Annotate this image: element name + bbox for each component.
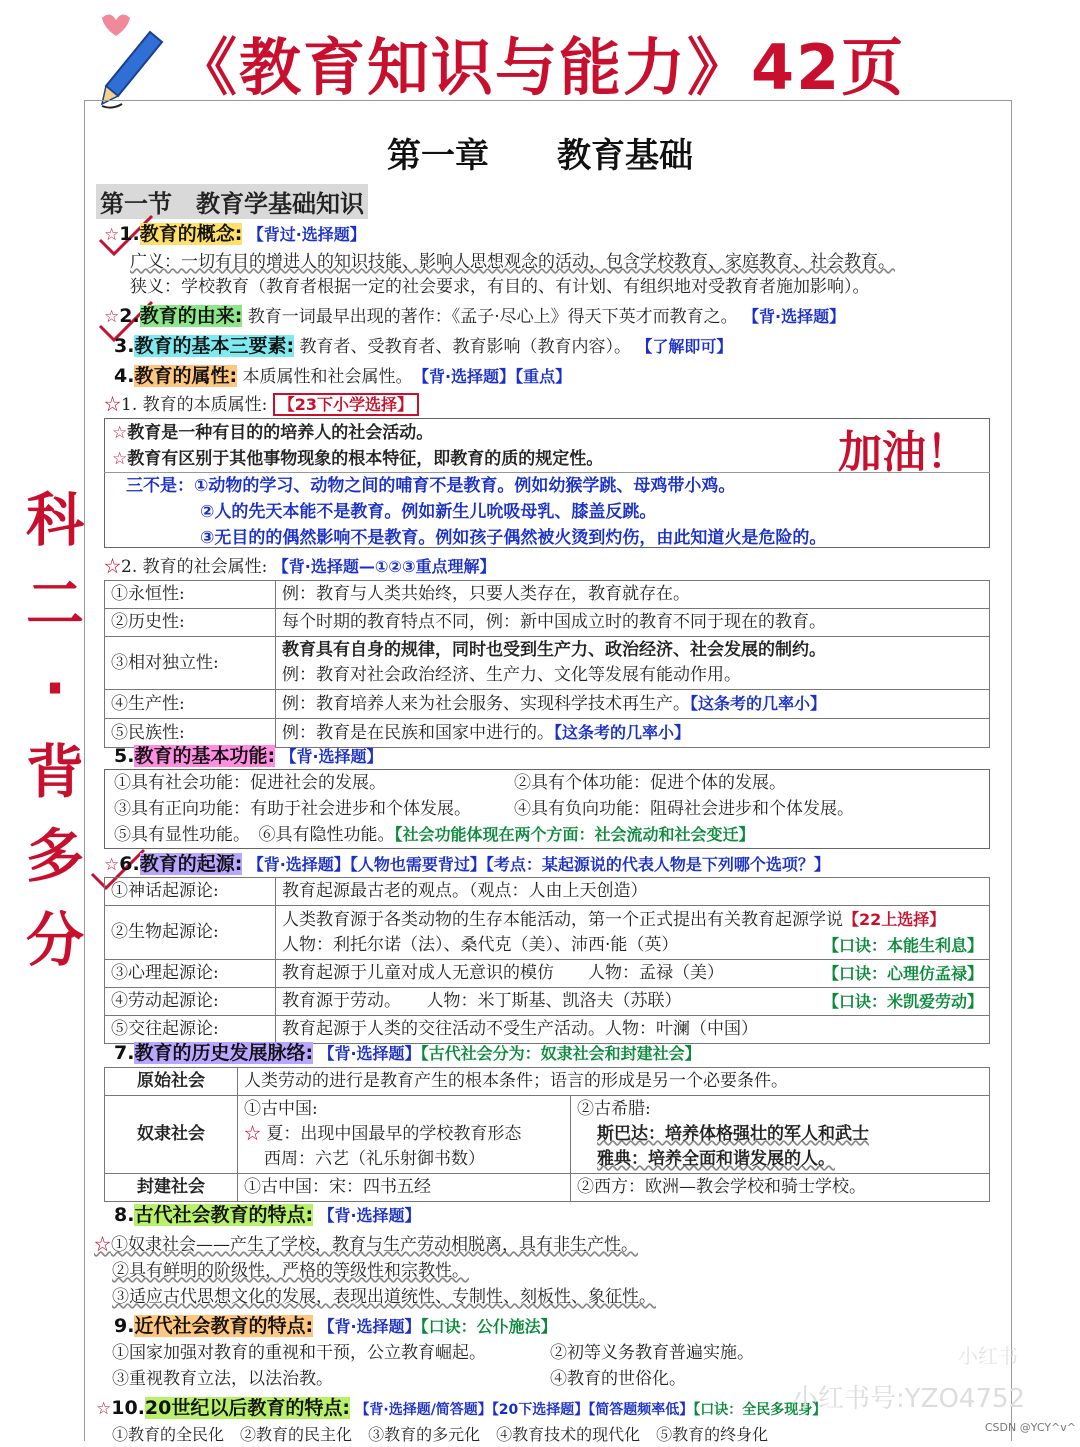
function-4: ④具有负向功能：阻碍社会进步和个体发展。: [514, 799, 854, 819]
c20-features: ①教育的全民化 ②教育的民主化 ③教育的多元化 ④教育技术的现代化 ⑤教育的终身化: [112, 1425, 769, 1444]
history-table: [104, 1067, 990, 1202]
function-2: ②具有个体功能：促进个体的发展。: [514, 773, 786, 793]
table-row: ⑤交往起源论: 教育起源于人类的交往活动不受生产活动。人物：叶澜（中国）: [105, 1016, 990, 1044]
item-1-broad: 广义：一切有目的增进人的知识技能、影响人思想观念的活动，包含学校教育、家庭教育、社会教育。: [130, 252, 895, 272]
origin-table: [104, 877, 990, 1044]
watermark: 小红书号:YZO4752: [792, 1384, 1026, 1414]
modern-feature-2: ②初等义务教育普遍实施。: [550, 1343, 754, 1363]
table-row: ①永恒性: 例：教育与人类共始终，只要人类存在，教育就存在。: [105, 581, 990, 609]
table-row: 封建社会 ①古中国：宋：四书五经 ②西方：欧洲—教会学校和骑士学校。: [105, 1174, 990, 1202]
item-5-heading: 5.教育的基本功能: 【背·选择题】: [114, 745, 383, 767]
item-3-heading: 3.教育的基本三要素: 教育者、受教育者、教育影响（教育内容）。 【了解即可】: [114, 335, 733, 357]
pen-icon: [92, 10, 172, 110]
essence-label: ☆1. 教育的本质属性: 【23下小学选择】: [104, 393, 419, 417]
chapter-title: 第一章 教育基础: [387, 136, 693, 176]
divider: [104, 472, 990, 473]
heart-icon: [102, 14, 130, 36]
watermark-logo: 小红书: [958, 1344, 1018, 1368]
item-4-heading: 4.教育的属性: 本质属性和社会属性。 【背·选择题】【重点】: [114, 365, 572, 387]
essence-line-1: ☆教育是一种有目的的培养人的社会活动。: [112, 423, 434, 443]
item-2-heading: ☆2.教育的由来: 教育一词最早出现的著作：《孟子·尽心上》得天下英才而教育之。 【背·选择题】: [104, 305, 846, 327]
not-education-2: ②人的先天本能不是教育。例如新生儿吮吸母乳、膝盖反跳。: [200, 502, 657, 522]
item-6-heading: ☆6.教育的起源: 【背·选择题】【人物也需要背过】【考点：某起源说的代表人物是下列哪个选项？】: [104, 853, 830, 875]
ancient-feature-3: ③适应古代思想文化的发展，表现出道统性、专制性、刻板性、象征性。: [112, 1287, 656, 1307]
item-7-heading: 7.教育的历史发展脉络: 【背·选择题】【古代社会分为：奴隶社会和封建社会】: [114, 1042, 701, 1064]
table-row: ②生物起源论: 人类教育源于各类动物的生存本能活动，第一个正式提出有关教育起源学说【22上选择】 人物：利托尔诺（法）、桑代克（美）、沛西·能（英） 【口诀：本能生利息】: [105, 906, 990, 960]
item-8-heading: 8.古代社会教育的特点: 【背·选择题】: [114, 1204, 421, 1226]
modern-feature-4: ④教育的世俗化。: [550, 1369, 686, 1389]
social-attributes-table: [104, 580, 990, 748]
table-row: ④生产性: 例：教育培养人来为社会服务、实现科学技术再生产。【这条考的几率小】: [105, 690, 990, 719]
function-5-6: ⑤具有显性功能。 ⑥具有隐性功能。【社会功能体现在两个方面：社会流动和社会变迁】: [114, 825, 755, 845]
ancient-feature-1: ☆①奴隶社会——产生了学校，教育与生产劳动相脱离，具有非生产性。: [94, 1235, 638, 1255]
exam-tag: 【23下小学选择】: [273, 393, 419, 416]
footer-note: CSDN @YCY^v^: [984, 1421, 1076, 1434]
modern-feature-3: ③重视教育立法，以法治教。: [112, 1369, 333, 1389]
ancient-feature-2: ②具有鲜明的阶级性，严格的等级性和宗教性。: [112, 1261, 469, 1281]
essence-line-2: ☆教育有区别于其他事物现象的根本特征，即教育的质的规定性。: [112, 449, 604, 469]
table-row: ①神话起源论: 教育起源最古老的观点。（观点：人由上天创造）: [105, 878, 990, 906]
table-row: ⑤民族性: 例：教育是在民族和国家中进行的。【这条考的几率小】: [105, 719, 990, 748]
function-1: ①具有社会功能：促进社会的发展。: [114, 773, 386, 793]
item-9-heading: 9.近代社会教育的特点: 【背·选择题】【口诀：公仆施法】: [114, 1315, 557, 1337]
side-handwritten-note: 科二·背多分: [25, 486, 84, 974]
item-10-heading: ☆10.20世纪以后教育的特点: 【背·选择题/简答题】【20下选择题】【简答题频率低】【口诀：全民多现身】: [96, 1397, 827, 1419]
table-row: 原始社会 人类劳动的进行是教育产生的根本条件；语言的形成是另一个必要条件。: [105, 1068, 990, 1096]
not-education-1: 三不是：①动物的学习、动物之间的哺育不是教育。例如幼猴学跳、母鸡带小鸡。: [126, 476, 736, 496]
function-3: ③具有正向功能：有助于社会进步和个体发展。: [114, 799, 471, 819]
table-row: ②历史性: 每个时期的教育特点不同，例：新中国成立时的教育不同于现在的教育。: [105, 609, 990, 637]
social-label: ☆2. 教育的社会属性: 【背·选择题—①②③重点理解】: [104, 557, 496, 577]
cheer-handwritten-note: 加油！: [838, 427, 970, 478]
headline-title: 《教育知识与能力》42页: [175, 31, 906, 104]
table-row: ③相对独立性: 教育具有自身的规律，同时也受到生产力、政治经济、社会发展的制约。 例：教育对社会政治经济、生产力、文化等发展有能动作用。: [105, 637, 990, 690]
table-row: ③心理起源论: 教育起源于儿童对成人无意识的模仿 人物：孟禄（美） 【口诀：心理仿孟禄】: [105, 960, 990, 988]
section-title: 第一节 教育学基础知识: [96, 184, 368, 219]
modern-feature-1: ①国家加强对教育的重视和干预，公立教育崛起。: [112, 1343, 486, 1363]
item-1-narrow: 狭义：学校教育（教育者根据一定的社会要求，有目的、有计划、有组织地对受教育者施加影响）。: [130, 277, 870, 297]
item-1-heading: ☆1.教育的概念: 【背过·选择题】: [104, 223, 366, 245]
not-education-3: ③无目的的偶然影响不是教育。例如孩子偶然被火烫到灼伤，由此知道火是危险的。: [200, 528, 827, 548]
table-row: ④劳动起源论: 教育源于劳动。 人物：米丁斯基、凯洛夫（苏联） 【口诀：米凯爱劳动】: [105, 988, 990, 1016]
table-row: 奴隶社会 ①古中国: ☆ 夏：出现中国最早的学校教育形态 西周：六艺（礼乐射御书数） ②古希腊: 斯巴达：培养体格强壮的军人和武士 雅典：培养全面和谐发展的人。: [105, 1096, 990, 1174]
